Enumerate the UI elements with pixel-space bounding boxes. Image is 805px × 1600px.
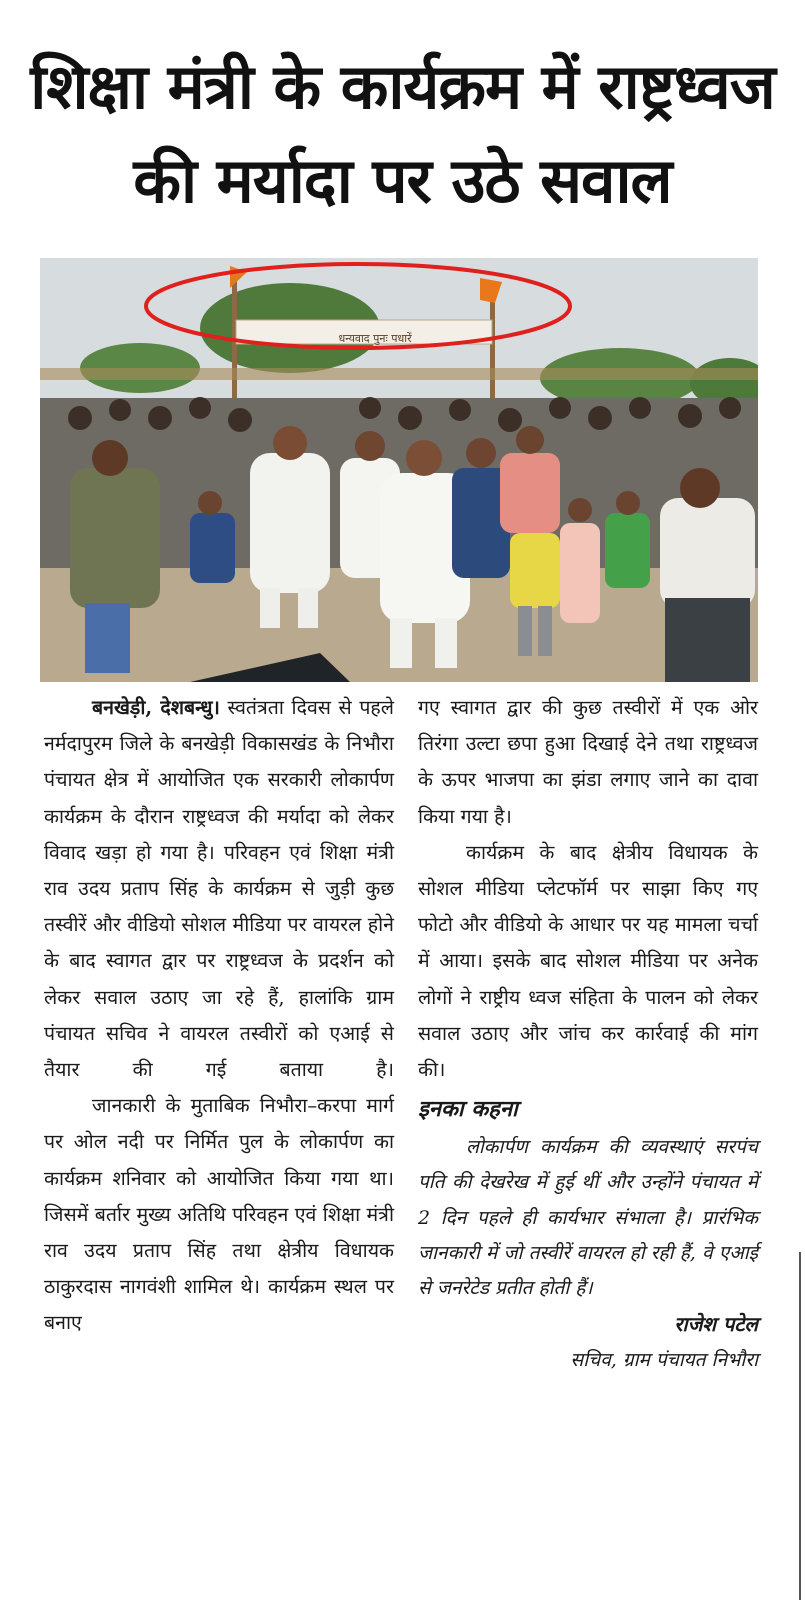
paragraph-1 [44,690,394,1088]
headline-line-1: शिक्षा मंत्री के कार्यक्रम में राष्ट्रध्वज [30,50,775,123]
headline-line-2: की मर्यादा पर उठे सवाल [133,144,672,217]
page-edge-divider [799,1252,801,1600]
paragraph-4: कार्यक्रम के बाद क्षेत्रीय विधायक के सोशल मीडिया प्लेटफॉर्म पर साझा किए गए फोटो और वीडियो के आधार पर यह मामला चर्चा में आया। इसके बाद सोशल मीडिया पर अनेक लोगों ने राष्ट्रीय ध्वज संहिता के पालन को लेकर सवाल उठाए और जांच कर कार्रवाई की मांग की। [418,840,758,1082]
headline [0,40,805,228]
paragraph-1-text: स्वतंत्रता दिवस से पहले नर्मदापुरम जिले के बनखेड़ी विकासखंड के निभौरा पंचायत क्षेत्र में आयोजित एक सरकारी लोकार्पण कार्यक्रम के दौरान राष्ट्रध्वज की मर्यादा को लेकर विवाद खड़ा हो गया है। परिवहन एवं शिक्षा मंत्री राव उदय प्रताप सिंह के कार्यक्रम से जुड़ी कुछ तस्वीरें और वीडियो सोशल मीडिया पर वायरल होने के बाद स्वागत द्वार पर राष्ट्रध्वज के प्रदर्शन को लेकर सवाल उठाए जा रहे हैं, हालांकि ग्राम पंचायत सचिव ने वायरल तस्वीरों को एआई से तैयार की गई बताया है। [44,696,394,1082]
dateline: बनखेड़ी, देशबन्धु। [92,696,220,719]
quote-heading: इनका कहना [418,1097,518,1123]
byline-title: सचिव, ग्राम पंचायत निभौरा [570,1349,758,1372]
photo-illustration [40,258,758,682]
paragraph-3: गए स्वागत द्वार की कुछ तस्वीरों में एक ओर तिरंगा उल्टा छपा हुआ दिखाई देने तथा राष्ट्रध्वज के ऊपर भाजपा का झंडा लगाए जाने का दावा किया गया है। [418,696,758,828]
byline-name: राजेश पटेल [674,1312,758,1337]
gate-banner-text: धन्यवाद पुनः पधारें [338,332,412,345]
paragraph-2: जानकारी के मुताबिक निभौरा–करपा मार्ग पर ओल नदी पर निर्मित पुल के लोकार्पण का कार्यक्रम शनिवार को आयोजित किया गया था। जिसमें बर्तार मुख्य अतिथि परिवहन एवं शिक्षा मंत्री राव उदय प्रताप सिंह तथा क्षेत्रीय विधायक ठाकुरदास नागवंशी शामिल थे। कार्यक्रम स्थल पर बनाए [44,1094,394,1335]
left-column [44,690,394,1342]
news-photo [40,258,758,682]
quote-text: लोकार्पण कार्यक्रम की व्यवस्थाएं सरपंच पति की देखरेख में हुई थीं और उन्होंने पंचायत में 2 दिन पहले ही कार्यभार संभाला है। प्रारंभिक जानकारी में जो तस्वीरें वायरल हो रही हैं, वे एआई से जनरेटेड प्रतीत होती हैं। [418,1136,758,1300]
right-column [418,690,758,1378]
